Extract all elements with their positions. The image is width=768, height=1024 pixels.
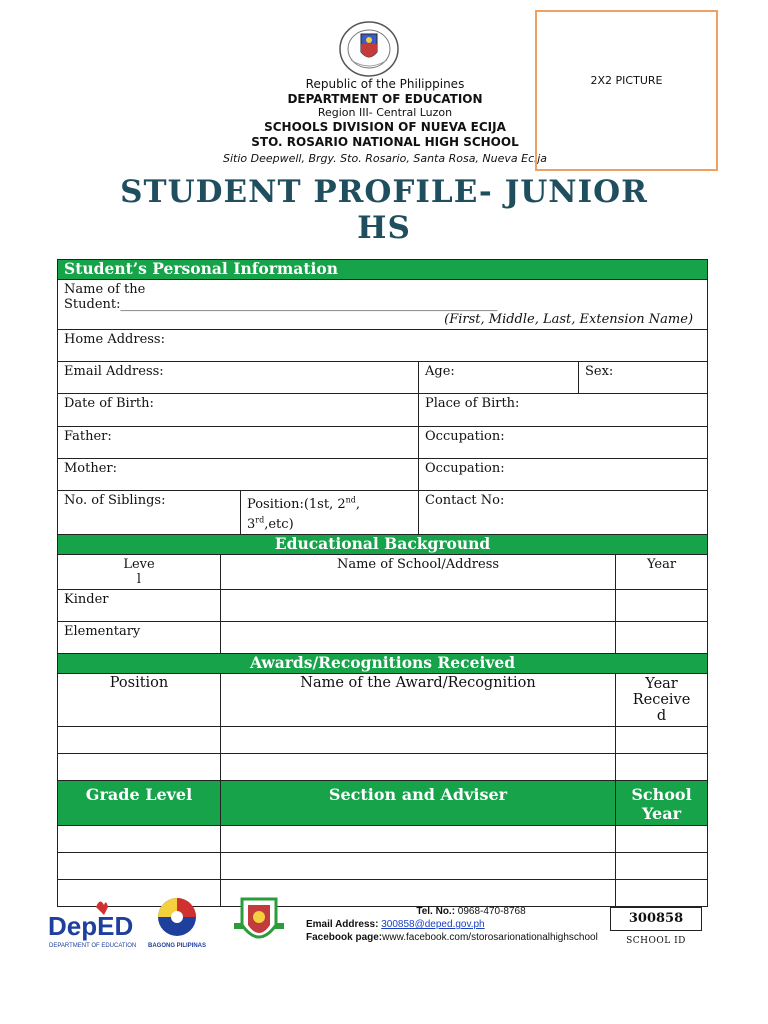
svg-text:BAGONG PILIPINAS: BAGONG PILIPINAS xyxy=(147,943,207,949)
grade-cell[interactable] xyxy=(616,852,708,879)
edu-row-elementary: Elementary xyxy=(58,621,221,653)
dob-field[interactable] xyxy=(58,394,419,427)
position-label: Position:(1st, 2nd, 3rd,etc) xyxy=(247,496,361,532)
department-text: DEPARTMENT OF EDUCATION xyxy=(287,92,483,106)
page-title: STUDENT PROFILE- JUNIOR xyxy=(120,174,648,210)
school-address: Sitio Deepwell, Brgy. Sto. Rosario, Santa Rosa, Nueva Ecija xyxy=(222,152,547,165)
awards-col-position: Position xyxy=(58,673,221,726)
position-field[interactable] xyxy=(241,491,419,535)
svg-text:DepED: DepED xyxy=(48,911,134,941)
school-id-label: SCHOOL ID xyxy=(626,936,686,946)
home-address-label: Home Address: xyxy=(64,332,165,347)
mother-occupation-field[interactable] xyxy=(419,459,708,491)
edu-col-year: Year xyxy=(616,554,708,589)
picture-box[interactable] xyxy=(535,10,718,171)
contact-info xyxy=(306,905,616,944)
page-title-line2: HS xyxy=(357,210,411,246)
edu-elementary-school-cell[interactable] xyxy=(221,621,616,653)
division-text: SCHOOLS DIVISION OF NUEVA ECIJA xyxy=(264,120,506,134)
edu-col-level: Leve l xyxy=(58,554,221,589)
awards-cell[interactable] xyxy=(221,753,616,780)
dob-label: Date of Birth: xyxy=(64,396,154,411)
grade-col-section: Section and Adviser xyxy=(221,780,616,825)
age-label: Age: xyxy=(425,364,455,379)
school-seal-icon xyxy=(228,895,290,953)
facebook-line: Facebook page:www.facebook.com/storosarionationalhighschool xyxy=(306,932,598,943)
sex-field[interactable] xyxy=(579,362,708,394)
awards-cell[interactable] xyxy=(221,726,616,753)
father-label: Father: xyxy=(64,429,112,444)
school-id-value: 300858 xyxy=(610,907,702,931)
name-label-1: Name of the xyxy=(64,282,146,297)
grade-cell[interactable] xyxy=(616,879,708,906)
tel-line: Tel. No.: 0968-470-8768 xyxy=(416,906,526,917)
edu-col-school: Name of School/Address xyxy=(221,554,616,589)
deped-seal-icon xyxy=(337,20,401,78)
education-heading: Educational Background xyxy=(58,534,708,554)
edu-elementary-year-cell[interactable] xyxy=(616,621,708,653)
grade-col-level: Grade Level xyxy=(58,780,221,825)
father-occupation-label: Occupation: xyxy=(425,429,505,444)
father-field[interactable] xyxy=(58,427,419,459)
awards-cell[interactable] xyxy=(616,726,708,753)
student-profile-form xyxy=(57,259,708,907)
grade-cell[interactable] xyxy=(616,825,708,852)
school-name: STO. ROSARIO NATIONAL HIGH SCHOOL xyxy=(251,135,519,149)
mother-occupation-label: Occupation: xyxy=(425,461,505,476)
deped-logo-icon xyxy=(46,895,140,953)
awards-cell[interactable] xyxy=(616,753,708,780)
email-line: Email Address: 300858@deped.gov.ph xyxy=(306,919,485,930)
region-text: Region III- Central Luzon xyxy=(317,106,453,119)
personal-info-heading: Student’s Personal Information xyxy=(58,260,708,280)
grade-cell[interactable] xyxy=(221,825,616,852)
svg-text:DEPARTMENT OF EDUCATION: DEPARTMENT OF EDUCATION xyxy=(49,943,137,949)
edu-kinder-school-cell[interactable] xyxy=(221,589,616,621)
awards-col-year: Year Receive d xyxy=(616,673,708,726)
awards-cell[interactable] xyxy=(58,753,221,780)
grade-cell[interactable] xyxy=(221,852,616,879)
father-occupation-field[interactable] xyxy=(419,427,708,459)
name-label-2: Student:__________________________________________________________ xyxy=(64,297,498,312)
bagong-pilipinas-logo-icon xyxy=(146,895,208,953)
home-address-field[interactable] xyxy=(58,330,708,362)
awards-col-name: Name of the Award/Recognition xyxy=(221,673,616,726)
name-hint: (First, Middle, Last, Extension Name) xyxy=(444,312,694,327)
picture-box-label: 2X2 PICTURE xyxy=(590,74,663,87)
edu-kinder-year-cell[interactable] xyxy=(616,589,708,621)
email-label: Email Address: xyxy=(64,364,164,379)
age-field[interactable] xyxy=(419,362,579,394)
siblings-field[interactable] xyxy=(58,491,241,535)
name-field[interactable] xyxy=(58,280,708,330)
awards-heading: Awards/Recognitions Received xyxy=(58,653,708,673)
contact-field[interactable] xyxy=(419,491,708,535)
grade-cell[interactable] xyxy=(58,852,221,879)
sex-label: Sex: xyxy=(585,364,614,379)
republic-text: Republic of the Philippines xyxy=(305,77,465,91)
email-link[interactable]: 300858@deped.gov.ph xyxy=(381,919,485,930)
pob-label: Place of Birth: xyxy=(425,396,520,411)
email-field[interactable] xyxy=(58,362,419,394)
mother-label: Mother: xyxy=(64,461,118,476)
mother-field[interactable] xyxy=(58,459,419,491)
siblings-label: No. of Siblings: xyxy=(64,493,166,508)
grade-col-sy: School Year xyxy=(616,780,708,825)
awards-cell[interactable] xyxy=(58,726,221,753)
edu-row-kinder: Kinder xyxy=(58,589,221,621)
pob-field[interactable] xyxy=(419,394,708,427)
grade-cell[interactable] xyxy=(58,825,221,852)
contact-label: Contact No: xyxy=(425,493,505,508)
facebook-link[interactable]: www.facebook.com/storosarionationalhighschool xyxy=(382,932,598,943)
